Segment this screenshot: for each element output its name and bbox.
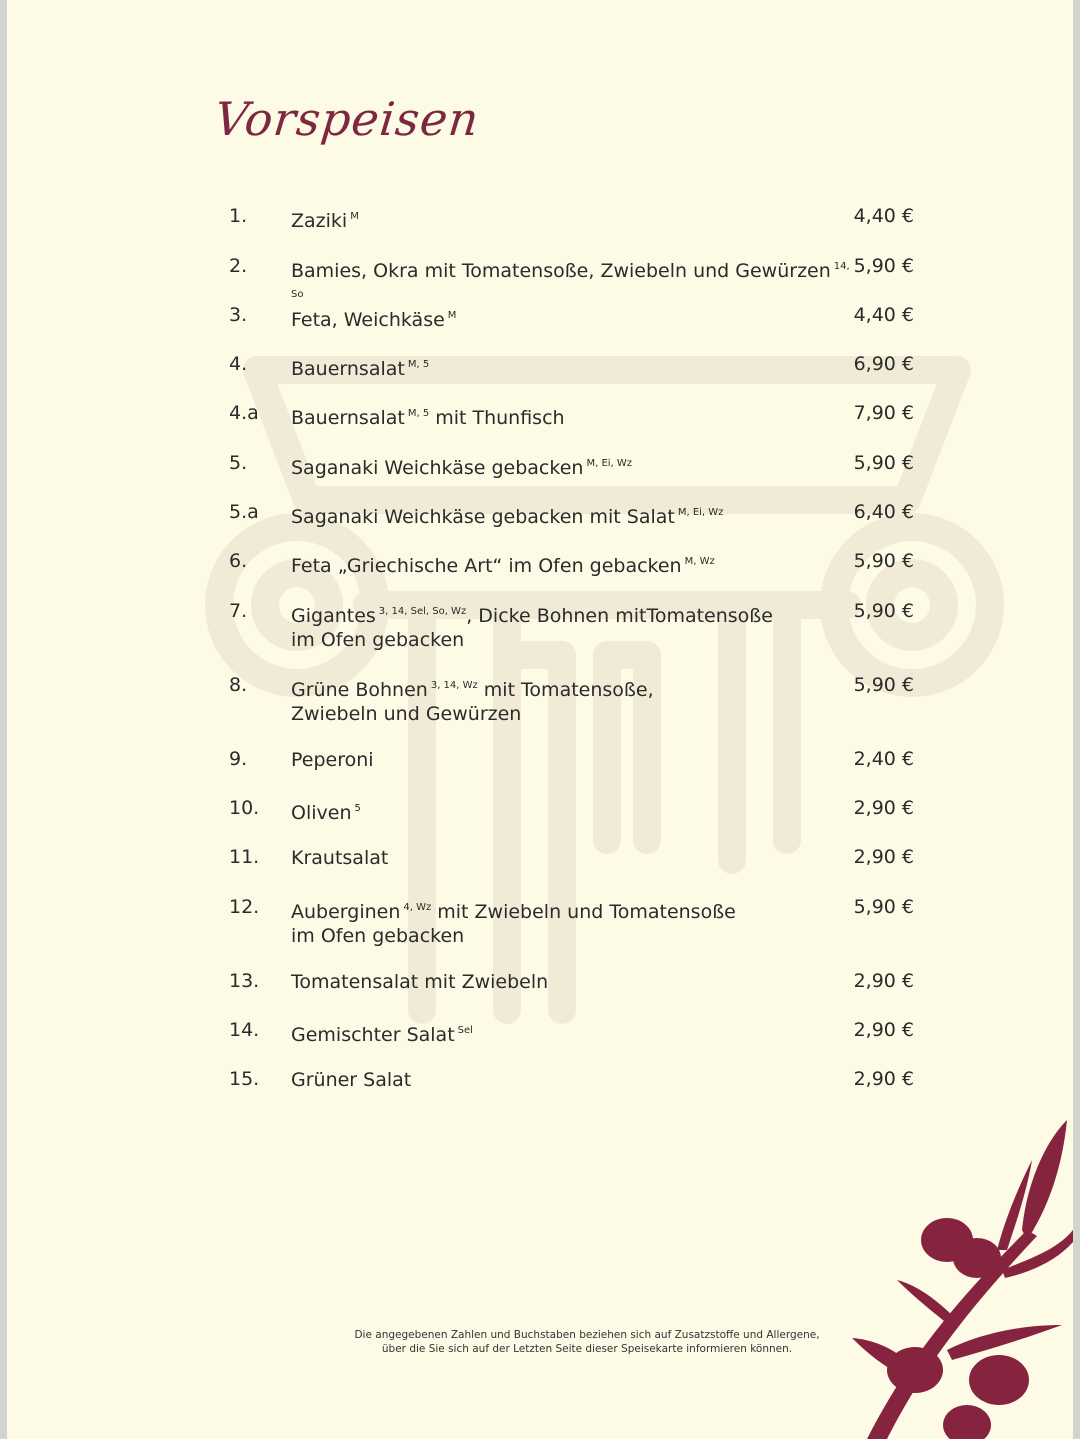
item-number: 8.	[229, 674, 248, 696]
item-description	[291, 402, 851, 430]
item-number: 5.	[229, 452, 248, 474]
item-allergens: M, Wz	[684, 556, 715, 567]
item-description	[291, 896, 851, 948]
menu-item	[7, 896, 1073, 966]
item-number: 15.	[229, 1068, 260, 1090]
item-description	[291, 205, 851, 233]
item-name-continued: , Dicke Bohnen mitTomatensoße	[466, 605, 773, 627]
item-price: 5,90 €	[853, 255, 914, 277]
item-name: Feta, Weichkäse	[291, 309, 445, 331]
item-description	[291, 797, 851, 825]
item-description	[291, 501, 851, 529]
item-number: 6.	[229, 550, 248, 572]
item-name: Oliven	[291, 802, 352, 824]
item-name: Grüne Bohnen	[291, 679, 428, 701]
item-allergens: M	[350, 211, 359, 222]
item-number: 7.	[229, 600, 248, 622]
item-name-line-2: Zwiebeln und Gewürzen	[291, 703, 522, 725]
item-price: 2,90 €	[853, 797, 914, 819]
item-name-line-2: im Ofen gebacken	[291, 629, 465, 651]
item-number: 11.	[229, 846, 260, 868]
item-allergens: 5	[354, 803, 361, 814]
item-price: 2,90 €	[853, 970, 914, 992]
item-name: Peperoni	[291, 749, 374, 771]
item-number: 2.	[229, 255, 248, 277]
item-description	[291, 674, 851, 726]
item-price: 6,40 €	[853, 501, 914, 523]
footnote-line-2: über die Sie sich auf der Letzten Seite dieser Speisekarte informieren können.	[381, 1343, 793, 1355]
item-price: 2,90 €	[853, 1068, 914, 1090]
item-price: 5,90 €	[853, 674, 914, 696]
item-number: 3.	[229, 304, 248, 326]
item-allergens: 3, 14, Sel, So, Wz	[378, 606, 467, 617]
item-description	[291, 748, 851, 772]
item-name: Saganaki Weichkäse gebacken mit Salat	[291, 506, 675, 528]
menu-page	[7, 0, 1073, 1439]
item-name: Zaziki	[291, 210, 348, 232]
item-description	[291, 550, 851, 578]
item-number: 12.	[229, 896, 260, 918]
item-name: Bamies, Okra mit Tomatensoße, Zwiebeln und Gewürzen	[291, 260, 831, 282]
item-price: 2,90 €	[853, 1019, 914, 1041]
menu-item	[7, 600, 1073, 670]
item-price: 5,90 €	[853, 550, 914, 572]
item-price: 4,40 €	[853, 205, 914, 227]
item-price: 6,90 €	[853, 353, 914, 375]
item-name: Feta „Griechische Art“ im Ofen gebacken	[291, 555, 682, 577]
page-title: Vorspeisen	[212, 92, 482, 146]
item-price: 7,90 €	[853, 402, 914, 424]
item-number: 14.	[229, 1019, 260, 1041]
menu-item	[7, 674, 1073, 744]
item-description	[291, 970, 851, 994]
item-name-continued: mit Tomatensoße,	[483, 679, 654, 701]
item-description	[291, 1068, 851, 1092]
item-number: 9.	[229, 748, 248, 770]
item-price: 4,40 €	[853, 304, 914, 326]
olive-branch-icon	[827, 1110, 1073, 1439]
item-allergens: M, 5	[407, 408, 430, 419]
item-allergens: M, 5	[407, 359, 430, 370]
item-description	[291, 452, 851, 480]
item-description	[291, 255, 851, 311]
item-number: 5.a	[229, 501, 259, 523]
item-name-line-2: im Ofen gebacken	[291, 925, 465, 947]
footnote-line-1: Die angegebenen Zahlen und Buchstaben beziehen sich auf Zusatzstoffe und Allergene,	[354, 1329, 820, 1341]
item-description	[291, 304, 851, 332]
item-description	[291, 600, 851, 652]
item-name: Bauernsalat	[291, 407, 405, 429]
item-name-continued: mit Zwiebeln und Tomatensoße	[437, 901, 736, 923]
item-number: 13.	[229, 970, 260, 992]
item-name: Tomatensalat mit Zwiebeln	[291, 971, 549, 993]
item-name: Gigantes	[291, 605, 376, 627]
item-allergens: 3, 14, Wz	[430, 680, 478, 691]
item-name: Krautsalat	[291, 847, 389, 869]
item-description	[291, 1019, 851, 1047]
item-allergens: Sel	[457, 1025, 473, 1036]
allergen-footnote	[297, 1328, 877, 1356]
item-price: 5,90 €	[853, 896, 914, 918]
item-number: 1.	[229, 205, 248, 227]
item-number: 4.	[229, 353, 248, 375]
item-price: 5,90 €	[853, 452, 914, 474]
item-number: 10.	[229, 797, 260, 819]
item-allergens: M, Ei, Wz	[677, 507, 724, 518]
item-allergens: M	[447, 310, 457, 321]
item-name-continued: mit Thunfisch	[435, 407, 565, 429]
item-price: 2,90 €	[853, 846, 914, 868]
item-name: Auberginen	[291, 901, 401, 923]
item-name: Saganaki Weichkäse gebacken	[291, 457, 584, 479]
item-description	[291, 846, 851, 870]
item-allergens: 4, Wz	[403, 902, 432, 913]
item-allergens: M, Ei, Wz	[586, 458, 633, 469]
item-allergens: 14, So	[291, 261, 850, 300]
item-number: 4.a	[229, 402, 259, 424]
item-name: Bauernsalat	[291, 358, 405, 380]
item-price: 5,90 €	[853, 600, 914, 622]
item-description	[291, 353, 851, 381]
item-name: Gemischter Salat	[291, 1024, 455, 1046]
item-name: Grüner Salat	[291, 1069, 412, 1091]
item-price: 2,40 €	[853, 748, 914, 770]
